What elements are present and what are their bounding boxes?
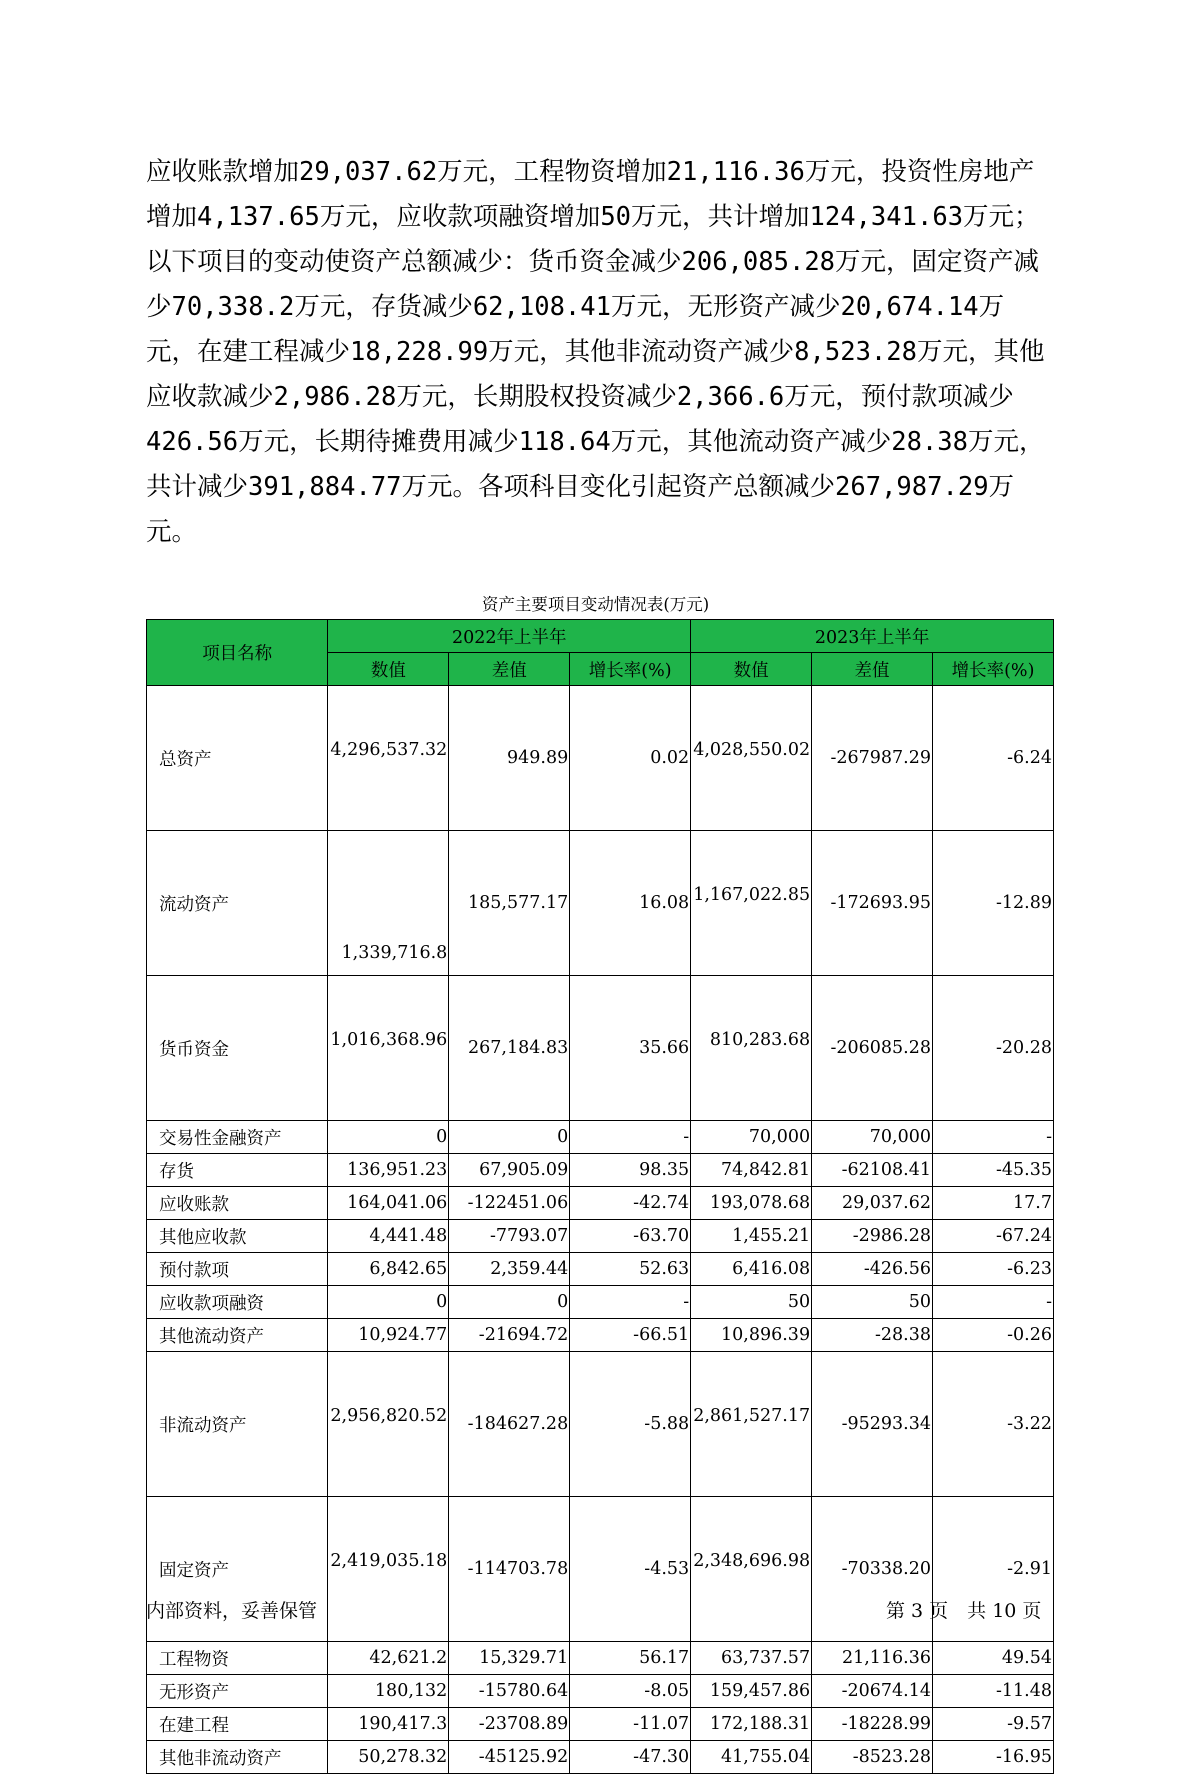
value-2023-cell: 193,078.68	[691, 1187, 812, 1220]
value-2022-cell: 0	[328, 1121, 449, 1154]
rate-2023-cell: -67.24	[933, 1220, 1054, 1253]
rate-2023-cell: 49.54	[933, 1642, 1054, 1675]
value-2022-cell: 10,924.77	[328, 1319, 449, 1352]
body-paragraph: 应收账款增加29,037.62万元，工程物资增加21,116.36万元，投资性房地产增加4,137.65万元，应收款项融资增加50万元，共计增加124,341.63万元；以下项目的变动使资产总额减少：货币资金减少206,085.28万元，固定资产减少70,338.2万元，存货减少62,108.41万元，无形资产减少20,674.14万元，在建工程减少18,228.99万元，其他非流动资产减少8,523.28万元，其他应收款减少2,986.28万元，长期股权投资减少2,366.6万元，预付款项减少426.56万元，长期待摊费用减少118.64万元，其他流动资产减少28.38万元，共计减少391,884.77万元。各项科目变化引起资产总额减少267,987.29万元。	[146, 157, 1045, 547]
table-row	[147, 1352, 1054, 1497]
diff-2023-cell: -62108.41	[812, 1154, 933, 1187]
rate-2022-cell: 52.63	[570, 1253, 691, 1286]
value-2023-cell: 74,842.81	[691, 1154, 812, 1187]
row-name-cell: 无形资产	[147, 1675, 328, 1708]
table-row	[147, 976, 1054, 1121]
table-row	[147, 1642, 1054, 1675]
diff-2022-cell: 267,184.83	[449, 976, 570, 1121]
row-name-cell: 存货	[147, 1154, 328, 1187]
table-row	[147, 1675, 1054, 1708]
header-period-2022: 2022年上半年	[328, 620, 691, 653]
row-name-cell: 应收账款	[147, 1187, 328, 1220]
diff-2022-cell: -122451.06	[449, 1187, 570, 1220]
value-2022-cell: 190,417.3	[328, 1708, 449, 1741]
header-period-2023: 2023年上半年	[691, 620, 1054, 653]
row-name-cell: 其他应收款	[147, 1220, 328, 1253]
table-row	[147, 1121, 1054, 1154]
rate-2023-cell: -	[933, 1121, 1054, 1154]
table-row	[147, 686, 1054, 831]
rate-2023-cell: -11.48	[933, 1675, 1054, 1708]
rate-2023-cell: -	[933, 1286, 1054, 1319]
value-2022-cell: 4,441.48	[328, 1220, 449, 1253]
diff-2023-cell: 29,037.62	[812, 1187, 933, 1220]
diff-2023-cell: -18228.99	[812, 1708, 933, 1741]
diff-2022-cell: -21694.72	[449, 1319, 570, 1352]
value-2023-cell: 172,188.31	[691, 1708, 812, 1741]
table-row	[147, 831, 1054, 976]
value-2022-cell: 6,842.65	[328, 1253, 449, 1286]
rate-2022-cell: 35.66	[570, 976, 691, 1121]
diff-2023-cell: -2986.28	[812, 1220, 933, 1253]
table-row	[147, 1708, 1054, 1741]
diff-2023-cell: -20674.14	[812, 1675, 933, 1708]
rate-2023-cell: -9.57	[933, 1708, 1054, 1741]
value-2023-cell: 2,861,527.17	[691, 1352, 812, 1497]
row-name-cell: 总资产	[147, 686, 328, 831]
rate-2023-cell: -6.23	[933, 1253, 1054, 1286]
rate-2022-cell: -4.53	[570, 1497, 691, 1642]
rate-2023-cell: -45.35	[933, 1154, 1054, 1187]
diff-2022-cell: 0	[449, 1121, 570, 1154]
row-name-cell: 工程物资	[147, 1642, 328, 1675]
diff-2023-cell: 50	[812, 1286, 933, 1319]
rate-2023-cell: -12.89	[933, 831, 1054, 976]
rate-2022-cell: -5.88	[570, 1352, 691, 1497]
header-rate-2022: 增长率(%)	[570, 653, 691, 686]
value-2022-cell: 136,951.23	[328, 1154, 449, 1187]
value-2023-cell: 4,028,550.02	[691, 686, 812, 831]
rate-2022-cell: -	[570, 1121, 691, 1154]
diff-2023-cell: -426.56	[812, 1253, 933, 1286]
rate-2022-cell: -11.07	[570, 1708, 691, 1741]
header-value-2022: 数值	[328, 653, 449, 686]
header-diff-2023: 差值	[812, 653, 933, 686]
diff-2023-cell: -70338.20	[812, 1497, 933, 1642]
rate-2023-cell: -3.22	[933, 1352, 1054, 1497]
value-2022-cell: 0	[328, 1286, 449, 1319]
row-name-cell: 在建工程	[147, 1708, 328, 1741]
value-2023-cell: 41,755.04	[691, 1741, 812, 1774]
value-2022-cell: 180,132	[328, 1675, 449, 1708]
rate-2023-cell: -2.91	[933, 1497, 1054, 1642]
value-2023-cell: 810,283.68	[691, 976, 812, 1121]
row-name-cell: 其他流动资产	[147, 1319, 328, 1352]
footer-confidential-note: 内部资料，妥善保管	[146, 1600, 318, 1622]
table-row	[147, 1319, 1054, 1352]
header-item-name: 项目名称	[147, 620, 328, 686]
rate-2022-cell: -	[570, 1286, 691, 1319]
diff-2022-cell: 185,577.17	[449, 831, 570, 976]
rate-2022-cell: -66.51	[570, 1319, 691, 1352]
value-2022-cell: 164,041.06	[328, 1187, 449, 1220]
diff-2023-cell: -267987.29	[812, 686, 933, 831]
rate-2023-cell: -20.28	[933, 976, 1054, 1121]
value-2023-cell: 2,348,696.98	[691, 1497, 812, 1642]
header-rate-2023: 增长率(%)	[933, 653, 1054, 686]
value-2022-cell: 1,339,716.8	[328, 831, 449, 976]
value-2023-cell: 70,000	[691, 1121, 812, 1154]
rate-2022-cell: -63.70	[570, 1220, 691, 1253]
row-name-cell: 固定资产	[147, 1497, 328, 1642]
diff-2022-cell: -114703.78	[449, 1497, 570, 1642]
value-2022-cell: 4,296,537.32	[328, 686, 449, 831]
rate-2022-cell: 0.02	[570, 686, 691, 831]
rate-2022-cell: 98.35	[570, 1154, 691, 1187]
footer-page-number: 第 3 页 共 10 页	[886, 1600, 1042, 1622]
diff-2023-cell: -206085.28	[812, 976, 933, 1121]
diff-2023-cell: -172693.95	[812, 831, 933, 976]
diff-2022-cell: -23708.89	[449, 1708, 570, 1741]
rate-2023-cell: -0.26	[933, 1319, 1054, 1352]
diff-2022-cell: 2,359.44	[449, 1253, 570, 1286]
value-2022-cell: 2,419,035.18	[328, 1497, 449, 1642]
diff-2022-cell: -184627.28	[449, 1352, 570, 1497]
rate-2022-cell: -47.30	[570, 1741, 691, 1774]
rate-2023-cell: 17.7	[933, 1187, 1054, 1220]
value-2023-cell: 6,416.08	[691, 1253, 812, 1286]
rate-2022-cell: 16.08	[570, 831, 691, 976]
header-value-2023: 数值	[691, 653, 812, 686]
diff-2023-cell: -8523.28	[812, 1741, 933, 1774]
value-2022-cell: 2,956,820.52	[328, 1352, 449, 1497]
diff-2022-cell: -7793.07	[449, 1220, 570, 1253]
table-row	[147, 1154, 1054, 1187]
diff-2022-cell: 15,329.71	[449, 1642, 570, 1675]
value-2022-cell: 42,621.2	[328, 1642, 449, 1675]
row-name-cell: 应收款项融资	[147, 1286, 328, 1319]
row-name-cell: 流动资产	[147, 831, 328, 976]
diff-2023-cell: -28.38	[812, 1319, 933, 1352]
value-2023-cell: 10,896.39	[691, 1319, 812, 1352]
value-2023-cell: 50	[691, 1286, 812, 1319]
table-header-row	[147, 620, 1054, 653]
rate-2022-cell: -42.74	[570, 1187, 691, 1220]
diff-2022-cell: -15780.64	[449, 1675, 570, 1708]
table-caption: 资产主要项目变动情况表(万元)	[481, 595, 710, 614]
rate-2023-cell: -16.95	[933, 1741, 1054, 1774]
value-2023-cell: 159,457.86	[691, 1675, 812, 1708]
header-diff-2022: 差值	[449, 653, 570, 686]
row-name-cell: 预付款项	[147, 1253, 328, 1286]
row-name-cell: 其他非流动资产	[147, 1741, 328, 1774]
diff-2023-cell: 70,000	[812, 1121, 933, 1154]
diff-2022-cell: 949.89	[449, 686, 570, 831]
value-2022-cell: 50,278.32	[328, 1741, 449, 1774]
table-row	[147, 1253, 1054, 1286]
table-row	[147, 1286, 1054, 1319]
table-row	[147, 1741, 1054, 1774]
diff-2022-cell: -45125.92	[449, 1741, 570, 1774]
rate-2023-cell: -6.24	[933, 686, 1054, 831]
table-row	[147, 1220, 1054, 1253]
table-row	[147, 1187, 1054, 1220]
row-name-cell: 非流动资产	[147, 1352, 328, 1497]
rate-2022-cell: -8.05	[570, 1675, 691, 1708]
row-name-cell: 货币资金	[147, 976, 328, 1121]
diff-2022-cell: 67,905.09	[449, 1154, 570, 1187]
diff-2022-cell: 0	[449, 1286, 570, 1319]
row-name-cell: 交易性金融资产	[147, 1121, 328, 1154]
value-2022-cell: 1,016,368.96	[328, 976, 449, 1121]
value-2023-cell: 1,455.21	[691, 1220, 812, 1253]
rate-2022-cell: 56.17	[570, 1642, 691, 1675]
diff-2023-cell: -95293.34	[812, 1352, 933, 1497]
value-2023-cell: 63,737.57	[691, 1642, 812, 1675]
value-2023-cell: 1,167,022.85	[691, 831, 812, 976]
diff-2023-cell: 21,116.36	[812, 1642, 933, 1675]
